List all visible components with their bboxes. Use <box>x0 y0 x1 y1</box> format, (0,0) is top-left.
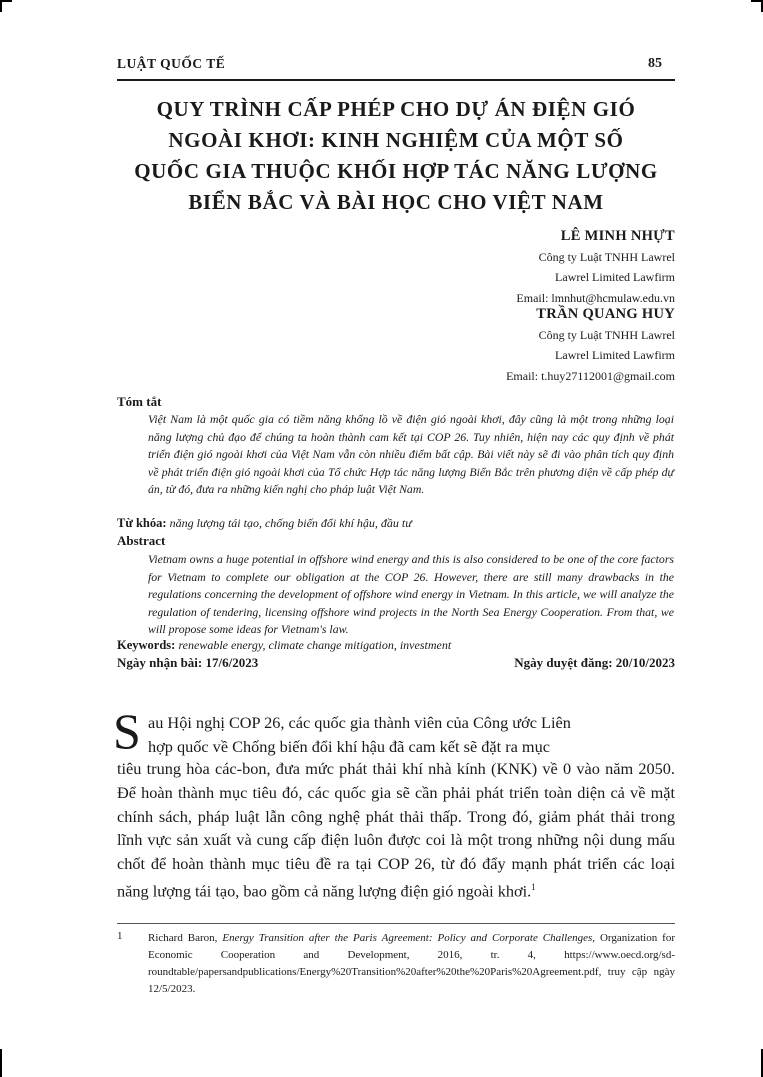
header-divider <box>117 79 675 81</box>
author-email: Email: t.huy27112001@gmail.com <box>506 368 675 383</box>
title-line: QUY TRÌNH CẤP PHÉP CHO DỰ ÁN ĐIỆN GIÓ <box>156 97 636 121</box>
crop-mark <box>0 1049 2 1077</box>
author-email: Email: lmnhut@hcmulaw.edu.vn <box>516 290 675 305</box>
dates-row <box>117 655 675 671</box>
title-line: QUỐC GIA THUỘC KHỐI HỢP TÁC NĂNG LƯỢNG <box>134 159 658 183</box>
page-number: 85 <box>648 56 662 71</box>
author-block <box>275 226 675 386</box>
body-line: au Hội nghị COP 26, các quốc gia thành viên của Công ước Liên <box>148 713 571 732</box>
keywords-vi-value: năng lượng tái tạo, chống biến đổi khí hậu, đầu tư <box>169 516 412 530</box>
abstract-label: Abstract <box>117 533 166 548</box>
keywords-en <box>117 638 451 653</box>
footnote-details[interactable]: , Organization for Economic Cooperation and Development, 2016, tr. 4, https://www.oecd.org/sd-roundtable/papersandpublications/Energy%20Transition%20after%20the%20Paris%20Agreement.pdf, truy cập ngày 12/5/2023. <box>148 932 675 995</box>
author-org-vi: Công ty Luật TNHH Lawrel <box>538 249 675 264</box>
drop-cap: S <box>113 703 141 759</box>
body-paragraph <box>117 757 675 903</box>
author-name: LÊ MINH NHỰT <box>560 228 675 244</box>
accepted-date: Ngày duyệt đăng: 20/10/2023 <box>514 655 675 670</box>
title-line: BIỂN BẮC VÀ BÀI HỌC CHO VIỆT NAM <box>188 190 604 214</box>
summary-text: Việt Nam là một quốc gia có tiềm năng khổng lồ về điện gió ngoài khơi, đây cũng là một trong những loại năng lượng chủ đạo để chúng ta hoàn thành cam kết tại COP 26. Tuy nhiên, hiện nay các quy định về phát triển điện gió ngoài khơi của Việt Nam vẫn còn nhiều điểm bất cập. Bài viết này sẽ đi vào phân tích quy định về phát triển điện gió ngoài khơi của Tổ chức Hợp tác năng lượng Biển Bắc trên phương diện về cấp phép dự án, từ đó, đưa ra những kiến nghị cho pháp luật Việt Nam. <box>148 412 674 496</box>
footnote-divider <box>117 923 675 924</box>
keywords-en-value: renewable energy, climate change mitigation, investment <box>178 638 452 652</box>
title-line: NGOÀI KHƠI: KINH NGHIỆM CỦA MỘT SỐ <box>168 128 624 152</box>
body-first-lines <box>148 711 675 759</box>
footnote-title: Energy Transition after the Paris Agreement: Policy and Corporate Challenges <box>222 932 593 944</box>
journal-section-title: LUẬT QUỐC TẾ <box>117 56 226 71</box>
abstract-text: Vietnam owns a huge potential in offshore wind energy and this is also considered to be one of the core factors for Vietnam to complete our obligation at the COP 26. However, there are still many drawbacks in the regulations concerning the development of offshore wind energy in Vietnam. In this article, we will analyze the regulation of tendering, licensing offshore wind projects in the North Sea Energy Cooperation. From that, we will propose some ideas for Vietnam's law. <box>148 552 674 636</box>
crop-mark <box>0 0 2 12</box>
body-line: hợp quốc về Chống biến đổi khí hậu đã cam kết sẽ đặt ra mục <box>148 736 550 756</box>
keywords-vi-label: Từ khóa: <box>117 516 167 530</box>
footnote-author: Richard Baron, <box>148 932 223 944</box>
author-org-en: Lawrel Limited Lawfirm <box>555 270 675 284</box>
author-org-vi: Công ty Luật TNHH Lawrel <box>538 327 675 342</box>
footnote-text <box>148 930 675 998</box>
author-org-en: Lawrel Limited Lawfirm <box>555 348 675 362</box>
article-title <box>117 94 675 218</box>
received-date: Ngày nhận bài: 17/6/2023 <box>117 655 259 670</box>
footnote-number: 1 <box>117 930 123 942</box>
summary-label: Tóm tắt <box>117 394 162 409</box>
body-text: tiêu trung hòa các-bon, đưa mức phát thải khí nhà kính (KNK) về 0 vào năm 2050. Để hoàn thành mục tiêu đó, các quốc gia sẽ cần phải phát triển toàn diện cả về mặt chính sách, pháp luật lẫn công nghệ phát thải thấp. Trong đó, giảm phát thải trong lĩnh vực sản xuất và cung cấp điện luôn được coi là một trong những nội dung mấu chốt để hoàn thành mục tiêu đề ra tại COP 26, từ đó đẩy mạnh phát triển các loại năng lượng tái tạo, bao gồm cả năng lượng điện gió ngoài khơi. <box>117 759 675 901</box>
footnote-reference[interactable]: 1 <box>531 881 536 892</box>
keywords-vi <box>117 516 412 531</box>
keywords-en-label: Keywords: <box>117 638 176 652</box>
author-name: TRẦN QUANG HUY <box>536 306 675 322</box>
